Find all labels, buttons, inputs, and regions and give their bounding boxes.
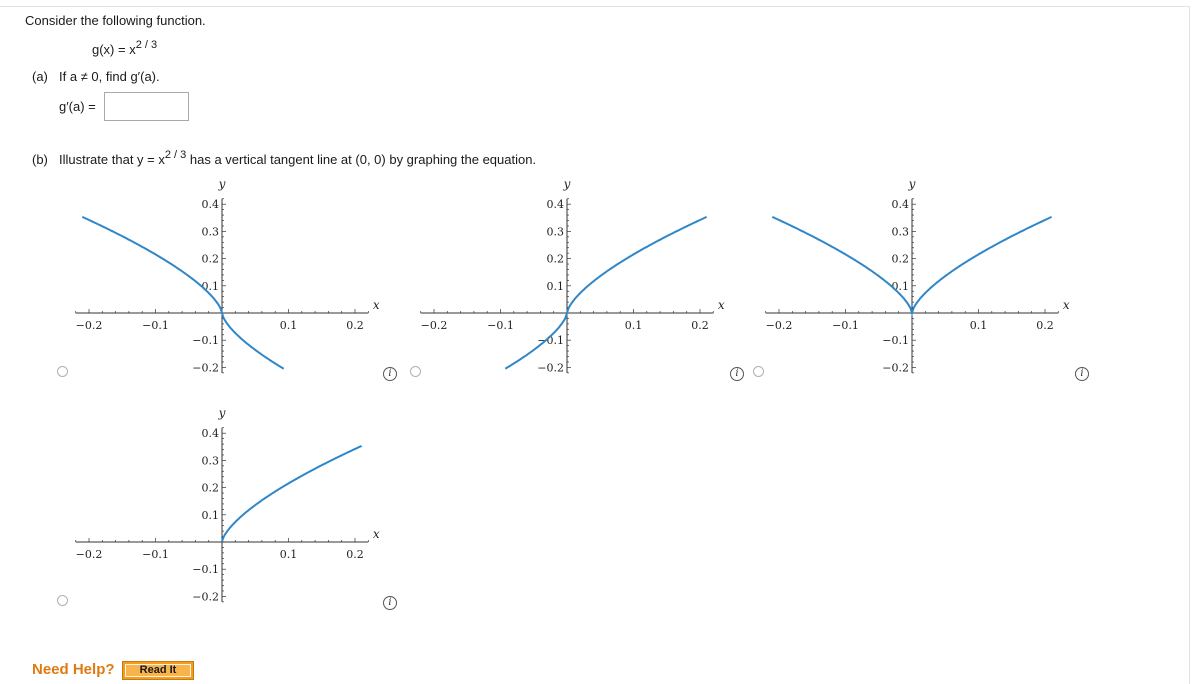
y-tick-label: 0.4	[201, 427, 219, 441]
y-tick-label: 0.1	[201, 279, 219, 293]
intro-text: Consider the following function.	[25, 13, 206, 28]
graph-3-plot	[745, 176, 1075, 411]
y-tick-label: −0.2	[192, 361, 219, 375]
x-tick-label: −0.2	[75, 548, 103, 561]
x-tick-label: −0.1	[142, 548, 169, 561]
answer-label: g′(a) =	[59, 99, 96, 114]
y-tick-label: 0.3	[201, 225, 219, 239]
graph-option-4[interactable]	[55, 405, 392, 640]
y-tick-label: 0.3	[546, 225, 564, 239]
graph-option-2[interactable]	[400, 176, 739, 411]
graph-1-radio[interactable]	[57, 366, 68, 377]
read-it-label: Read It	[125, 664, 191, 677]
y-axis-label: y	[218, 177, 226, 191]
x-tick-label: −0.2	[75, 319, 103, 332]
x-tick-label: −0.2	[420, 319, 448, 332]
y-tick-label: −0.2	[882, 361, 909, 375]
x-tick-label: −0.1	[487, 319, 514, 332]
x-tick-label: 0.1	[969, 319, 988, 332]
graph-1-plot	[55, 176, 385, 411]
graph-4-plot	[55, 405, 385, 640]
x-tick-label: −0.1	[832, 319, 859, 332]
part-a-label: (a)	[32, 69, 48, 84]
y-tick-label: −0.1	[192, 334, 219, 348]
graph-4-radio[interactable]	[57, 595, 68, 606]
x-tick-label: 0.1	[279, 319, 298, 332]
read-it-button[interactable]	[122, 661, 194, 680]
x-tick-label: 0.2	[346, 548, 364, 561]
y-axis-label: y	[563, 177, 571, 191]
y-tick-label: −0.1	[192, 563, 219, 577]
x-tick-label: 0.1	[624, 319, 643, 332]
part-b-prompt: Illustrate that $y = x^{2 / 3}$ has a vertical tangent line at (0, 0) by graphing the equation.	[59, 149, 537, 167]
x-tick-label: 0.2	[691, 319, 709, 332]
function-curve	[505, 217, 706, 369]
y-axis-label: y	[218, 406, 226, 420]
y-tick-label: 0.1	[546, 279, 564, 293]
x-axis-label: x	[372, 527, 380, 541]
x-tick-label: 0.2	[1036, 319, 1054, 332]
x-tick-label: −0.1	[142, 319, 169, 332]
y-tick-label: 0.4	[546, 198, 564, 212]
x-tick-label: −0.2	[765, 319, 793, 332]
y-tick-label: −0.2	[192, 590, 219, 604]
info-icon[interactable]: i	[1075, 367, 1089, 381]
part-b-label: (b)	[32, 152, 48, 167]
y-tick-label: 0.1	[891, 279, 909, 293]
y-tick-label: 0.2	[546, 252, 564, 266]
y-tick-label: 0.3	[891, 225, 909, 239]
info-icon[interactable]: i	[383, 367, 397, 381]
info-icon[interactable]: i	[383, 596, 397, 610]
x-tick-label: 0.2	[346, 319, 364, 332]
y-tick-label: 0.4	[891, 198, 909, 212]
x-axis-label: x	[717, 298, 725, 312]
need-help-label: Need Help?	[32, 661, 115, 678]
answer-input[interactable]	[104, 92, 189, 121]
y-tick-label: 0.2	[201, 252, 219, 266]
function-curve	[82, 217, 283, 369]
graph-3-radio[interactable]	[753, 366, 764, 377]
graph-2-plot	[400, 176, 730, 411]
x-axis-label: x	[1062, 298, 1070, 312]
info-icon[interactable]: i	[730, 367, 744, 381]
y-tick-label: 0.2	[201, 481, 219, 495]
y-tick-label: −0.2	[537, 361, 564, 375]
y-tick-label: 0.2	[891, 252, 909, 266]
function-curve	[222, 446, 362, 542]
x-axis-label: x	[372, 298, 380, 312]
part-a-prompt: If a ≠ 0, find g′(a).	[59, 69, 160, 84]
y-tick-label: 0.3	[201, 454, 219, 468]
x-tick-label: 0.1	[279, 548, 298, 561]
graph-2-radio[interactable]	[410, 366, 421, 377]
y-tick-label: 0.1	[201, 508, 219, 522]
y-tick-label: −0.1	[537, 334, 564, 348]
graph-option-1[interactable]	[55, 176, 392, 411]
y-tick-label: 0.4	[201, 198, 219, 212]
y-tick-label: −0.1	[882, 334, 909, 348]
function-definition: $g(x) = x^{2 / 3}$	[92, 39, 158, 57]
right-border	[1189, 6, 1190, 684]
top-border	[0, 6, 1190, 7]
y-axis-label: y	[908, 177, 916, 191]
graph-option-3[interactable]	[745, 176, 1084, 411]
